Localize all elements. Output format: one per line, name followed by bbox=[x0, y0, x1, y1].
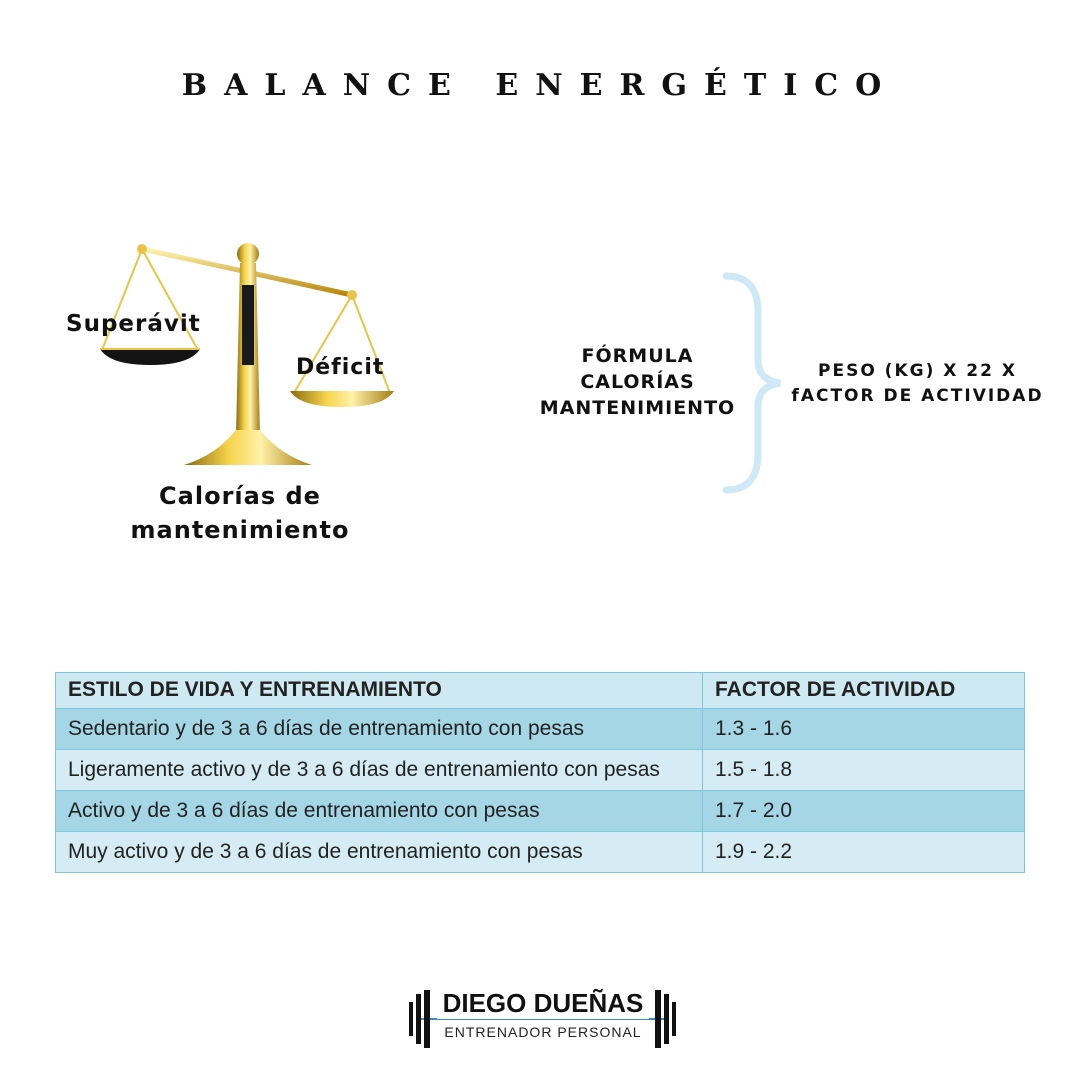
lifestyle-cell: Ligeramente activo y de 3 a 6 días de entrenamiento con pesas bbox=[56, 750, 703, 791]
table-row bbox=[56, 832, 1025, 873]
factor-cell: 1.5 - 1.8 bbox=[703, 750, 1025, 791]
brand-logo bbox=[405, 988, 680, 1050]
formula-label: FÓRMULA CALORÍAS MANTENIMIENTO bbox=[539, 345, 736, 419]
factor-cell: 1.9 - 2.2 bbox=[703, 832, 1025, 873]
deficit-label: Déficit bbox=[296, 355, 385, 380]
table-row bbox=[56, 750, 1025, 791]
lifestyle-cell: Sedentario y de 3 a 6 días de entrenamiento con pesas bbox=[56, 709, 703, 750]
lifestyle-cell: Muy activo y de 3 a 6 días de entrenamiento con pesas bbox=[56, 832, 703, 873]
lifestyle-cell: Activo y de 3 a 6 días de entrenamiento con pesas bbox=[56, 791, 703, 832]
logo-subtitle: ENTRENADOR PERSONAL bbox=[444, 1024, 642, 1040]
table-row bbox=[56, 709, 1025, 750]
header-activity-factor: FACTOR DE ACTIVIDAD bbox=[703, 673, 1025, 709]
activity-factor-table bbox=[55, 672, 1025, 873]
factor-cell: 1.3 - 1.6 bbox=[703, 709, 1025, 750]
table-row bbox=[56, 791, 1025, 832]
surplus-label: Superávit bbox=[66, 311, 201, 337]
page-title: BALANCE ENERGÉTICO bbox=[181, 68, 899, 103]
barbell-plates-icon bbox=[405, 988, 435, 1050]
formula-text: PESO (KG) X 22 X fACTOR DE ACTIVIDAD bbox=[791, 361, 1044, 406]
balance-scale bbox=[50, 225, 430, 555]
header-lifestyle: ESTILO DE VIDA Y ENTRENAMIENTO bbox=[56, 673, 703, 709]
factor-cell: 1.7 - 2.0 bbox=[703, 791, 1025, 832]
logo-name: DIEGO DUEÑAS bbox=[437, 988, 649, 1019]
barbell-plates-icon bbox=[650, 988, 680, 1050]
table-header-row bbox=[56, 673, 1025, 709]
maintenance-calories-label: Calorías de mantenimiento bbox=[130, 482, 350, 544]
